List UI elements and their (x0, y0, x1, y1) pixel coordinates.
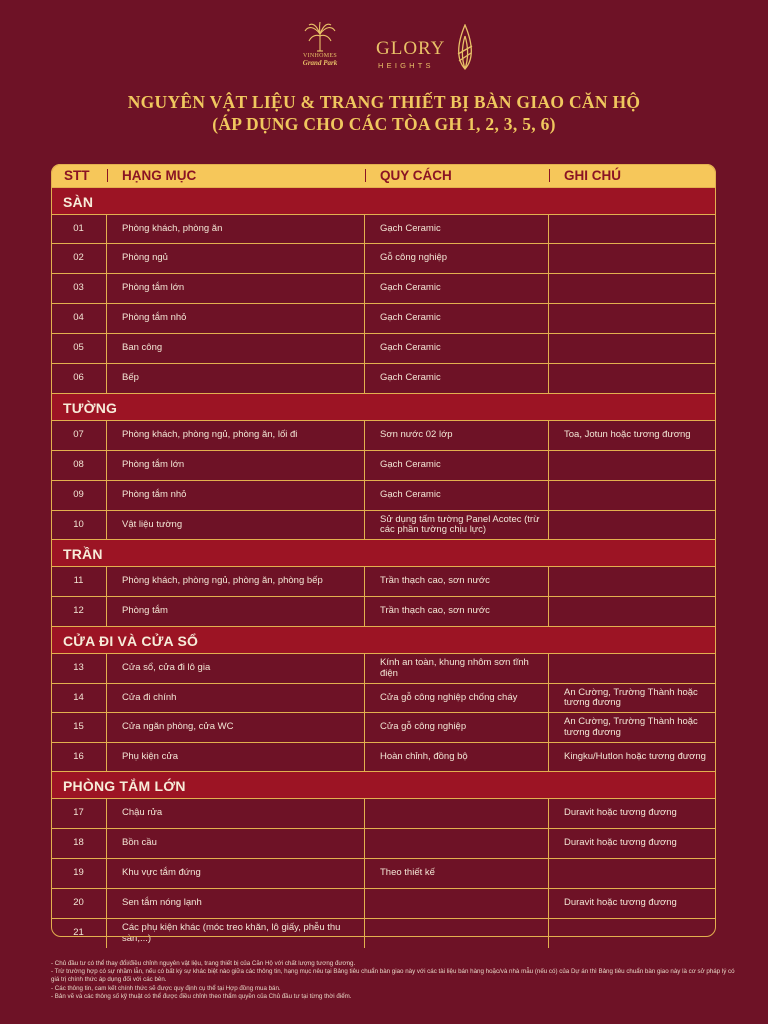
section-header (51, 626, 716, 653)
cell-stt-text: 19 (73, 867, 84, 879)
cell-ghi-chu-text: Toa, Jotun hoặc tương đương (564, 429, 691, 441)
cell-ghi-chu (549, 481, 716, 510)
section-header (51, 187, 716, 214)
cell-stt (51, 451, 107, 480)
cell-stt-text: 17 (73, 807, 84, 819)
table-row (51, 363, 716, 393)
table-row (51, 858, 716, 888)
cell-quy-cach-text: Gạch Ceramic (380, 372, 441, 384)
cell-hang-muc-text: Cửa sổ, cửa đi lô gia (122, 662, 211, 674)
cell-stt-text: 08 (73, 459, 84, 471)
flame-leaf-icon (454, 24, 476, 70)
cell-stt (51, 304, 107, 333)
cell-quy-cach (365, 334, 549, 363)
table-header (51, 164, 716, 187)
cell-stt (51, 684, 107, 712)
cell-hang-muc-text: Ban công (122, 342, 163, 354)
cell-hang-muc (107, 334, 365, 363)
cell-hang-muc (107, 451, 365, 480)
cell-ghi-chu-text: An Cường, Trường Thành hoặc tương đương (564, 716, 698, 738)
footnote-line: - Bản vẽ và các thông số kỹ thuật có thể được điều chỉnh theo thẩm quyền của Chủ đầu tư tại từng thời điểm. (51, 992, 352, 1000)
cell-hang-muc-text: Cửa đi chính (122, 691, 177, 703)
cell-ghi-chu (549, 829, 716, 858)
cell-hang-muc-text: Phụ kiện cửa (122, 750, 179, 762)
column-header-ghi-chu: GHI CHÚ (564, 168, 621, 183)
footnote-line: - Trừ trường hợp có sự nhầm lẫn, nếu có bất kỳ sự khác biệt nào giữa các thông tin, hạng mục nêu tại Bảng tiêu chuẩn bàn giao này với các tài liệu bán hàng hoặc/và nhà mẫu (nếu có) của Dự án thì Bảng tiêu chuẩn bàn giao này là cơ sở pháp lý có giá trị chính thức áp dụng đối với các bên. (51, 968, 735, 984)
cell-hang-muc (107, 654, 365, 683)
grand-park-text: Grand Park (302, 59, 338, 67)
section-header (51, 771, 716, 798)
cell-hang-muc (107, 597, 365, 626)
cell-hang-muc (107, 511, 365, 539)
cell-ghi-chu (549, 743, 716, 771)
cell-hang-muc (107, 889, 365, 918)
cell-stt-text: 10 (73, 518, 84, 530)
cell-stt-text: 20 (73, 897, 84, 909)
cell-hang-muc-text: Khu vực tắm đứng (122, 867, 201, 879)
cell-ghi-chu (549, 859, 716, 888)
table-row (51, 596, 716, 626)
section-title: TRẦN (63, 546, 103, 562)
cell-stt (51, 799, 107, 828)
table-row (51, 918, 716, 948)
cell-hang-muc-text: Phòng khách, phòng ngủ, phòng ăn, phòng bếp (122, 575, 323, 587)
cell-quy-cach (365, 421, 549, 450)
cell-stt-text: 07 (73, 429, 84, 441)
cell-hang-muc (107, 304, 365, 333)
cell-quy-cach (365, 567, 549, 596)
cell-ghi-chu (549, 215, 716, 243)
table-row (51, 480, 716, 510)
cell-ghi-chu-text: An Cường, Trường Thành hoặc tương đương (564, 686, 698, 708)
glory-text: GLORY (376, 38, 446, 59)
table-row (51, 450, 716, 480)
page-title: NGUYÊN VẬT LIỆU & TRANG THIẾT BỊ BÀN GIAO CĂN HỘ (127, 92, 641, 112)
cell-ghi-chu (549, 421, 716, 450)
cell-ghi-chu (549, 511, 716, 539)
cell-quy-cach (365, 654, 549, 683)
cell-ghi-chu (549, 567, 716, 596)
cell-hang-muc-text: Cửa ngăn phòng, cửa WC (122, 721, 234, 733)
cell-quy-cach-text: Trần thạch cao, sơn nước (380, 575, 490, 587)
cell-quy-cach (365, 304, 549, 333)
column-divider (549, 169, 550, 182)
cell-stt-text: 06 (73, 372, 84, 384)
palm-tree-icon (303, 22, 337, 52)
cell-quy-cach (365, 511, 549, 539)
cell-ghi-chu (549, 799, 716, 828)
cell-hang-muc-text: Phòng ngủ (122, 252, 168, 264)
cell-hang-muc-text: Phòng tắm nhỏ (122, 489, 187, 501)
cell-hang-muc-text: Chậu rửa (122, 807, 163, 819)
table-row (51, 653, 716, 683)
cell-hang-muc (107, 829, 365, 858)
section-title: SÀN (63, 194, 94, 210)
cell-quy-cach-text: Gạch Ceramic (380, 459, 441, 471)
table-row (51, 828, 716, 858)
cell-quy-cach-text: Gạch Ceramic (380, 312, 441, 324)
vinhomes-grand-park-logo (290, 22, 350, 67)
column-divider (365, 169, 366, 182)
cell-ghi-chu-text: Duravit hoặc tương đương (564, 807, 677, 819)
cell-quy-cach-text: Cửa gỗ công nghiệp (380, 721, 467, 733)
table-row (51, 333, 716, 363)
cell-hang-muc-text: Phòng tắm nhỏ (122, 312, 187, 324)
cell-stt-text: 11 (73, 575, 84, 587)
cell-ghi-chu (549, 713, 716, 742)
footnote-line: - Các thông tin, cam kết chính thức sẽ được quy định cụ thể tại Hợp đồng mua bán. (51, 984, 281, 992)
column-header-stt: STT (64, 168, 90, 183)
cell-ghi-chu (549, 364, 716, 393)
section-header (51, 393, 716, 420)
table-row (51, 888, 716, 918)
cell-stt-text: 04 (73, 312, 84, 324)
cell-stt (51, 364, 107, 393)
cell-quy-cach-text: Sơn nước 02 lớp (380, 429, 453, 441)
cell-stt (51, 889, 107, 918)
cell-stt (51, 654, 107, 683)
cell-stt-text: 14 (73, 691, 84, 703)
cell-hang-muc (107, 799, 365, 828)
handover-spec-table (51, 164, 716, 948)
cell-hang-muc (107, 481, 365, 510)
cell-hang-muc-text: Các phụ kiện khác (móc treo khăn, lô giấy, phễu thu sàn,...) (122, 922, 341, 944)
cell-quy-cach-text: Gạch Ceramic (380, 282, 441, 294)
cell-ghi-chu (549, 684, 716, 712)
cell-stt-text: 16 (73, 750, 84, 762)
table-row (51, 510, 716, 539)
table-row (51, 683, 716, 712)
cell-ghi-chu (549, 451, 716, 480)
cell-ghi-chu (549, 597, 716, 626)
glory-heights-logo (376, 24, 486, 72)
column-divider (107, 169, 108, 182)
cell-stt (51, 481, 107, 510)
cell-stt (51, 713, 107, 742)
table-row (51, 243, 716, 273)
cell-stt-text: 13 (73, 662, 84, 674)
cell-hang-muc-text: Bồn cầu (122, 837, 157, 849)
cell-quy-cach (365, 713, 549, 742)
page-subtitle: (ÁP DỤNG CHO CÁC TÒA GH 1, 2, 3, 5, 6) (212, 114, 556, 134)
cell-ghi-chu-text: Duravit hoặc tương đương (564, 897, 677, 909)
cell-quy-cach (365, 215, 549, 243)
table-row (51, 214, 716, 243)
cell-quy-cach-text: Kính an toàn, khung nhôm sơn tĩnh điện (380, 657, 529, 679)
cell-quy-cach-text: Theo thiết kế (380, 867, 435, 879)
cell-ghi-chu (549, 654, 716, 683)
cell-ghi-chu-text: Duravit hoặc tương đương (564, 837, 677, 849)
cell-quy-cach (365, 829, 549, 858)
cell-quy-cach (365, 889, 549, 918)
cell-stt-text: 21 (73, 927, 84, 939)
cell-quy-cach (365, 799, 549, 828)
cell-stt-text: 15 (73, 721, 84, 733)
column-header-quy-cach: QUY CÁCH (380, 168, 452, 183)
cell-quy-cach (365, 274, 549, 303)
column-header-hang-muc: HẠNG MỤC (122, 168, 197, 183)
cell-quy-cach (365, 364, 549, 393)
cell-quy-cach-text: Sử dụng tấm tường Panel Acotec (trừ các phần tường chịu lực) (380, 513, 540, 535)
heights-text: HEIGHTS (378, 61, 434, 70)
cell-quy-cach (365, 451, 549, 480)
cell-quy-cach-text: Cửa gỗ công nghiệp chống cháy (380, 691, 518, 703)
table-row (51, 798, 716, 828)
cell-stt (51, 919, 107, 948)
cell-stt-text: 18 (73, 837, 84, 849)
table-row (51, 566, 716, 596)
vinhomes-brand-text: VINHOMES (302, 53, 338, 59)
cell-stt-text: 09 (73, 489, 84, 501)
cell-hang-muc (107, 215, 365, 243)
cell-quy-cach-text: Gạch Ceramic (380, 489, 441, 501)
cell-stt (51, 829, 107, 858)
section-title: TƯỜNG (63, 400, 118, 416)
cell-hang-muc (107, 274, 365, 303)
cell-stt-text: 01 (73, 222, 84, 234)
cell-hang-muc (107, 713, 365, 742)
cell-ghi-chu-text: Kingku/Hutlon hoặc tương đương (564, 750, 706, 762)
cell-hang-muc (107, 684, 365, 712)
cell-stt-text: 02 (73, 252, 84, 264)
table-body (51, 187, 716, 948)
footnotes (51, 960, 741, 1001)
cell-ghi-chu (549, 334, 716, 363)
cell-hang-muc (107, 244, 365, 273)
cell-stt-text: 05 (73, 342, 84, 354)
cell-stt (51, 274, 107, 303)
cell-stt (51, 244, 107, 273)
cell-hang-muc-text: Phòng tắm lớn (122, 282, 185, 294)
cell-ghi-chu (549, 274, 716, 303)
cell-stt (51, 334, 107, 363)
footnote-line: - Chủ đầu tư có thể thay đổi/điều chỉnh nguyên vật liệu, trang thiết bị của Căn Hộ với chất lượng tương đương. (51, 960, 356, 967)
cell-quy-cach-text: Gạch Ceramic (380, 342, 441, 354)
cell-stt (51, 597, 107, 626)
section-header (51, 539, 716, 566)
cell-ghi-chu (549, 244, 716, 273)
page-header (0, 0, 768, 150)
cell-quy-cach-text: Hoàn chỉnh, đồng bộ (380, 750, 468, 762)
cell-hang-muc (107, 364, 365, 393)
cell-stt-text: 03 (73, 282, 84, 294)
cell-hang-muc (107, 919, 365, 948)
cell-stt (51, 511, 107, 539)
section-title: PHÒNG TẮM LỚN (63, 778, 186, 794)
cell-quy-cach-text: Gỗ công nghiệp (380, 252, 448, 264)
cell-quy-cach-text: Gạch Ceramic (380, 222, 441, 234)
cell-quy-cach (365, 859, 549, 888)
cell-quy-cach (365, 919, 549, 948)
cell-hang-muc (107, 743, 365, 771)
cell-hang-muc-text: Phòng tắm lớn (122, 459, 185, 471)
cell-quy-cach (365, 597, 549, 626)
table-row (51, 420, 716, 450)
cell-ghi-chu (549, 889, 716, 918)
cell-stt (51, 859, 107, 888)
cell-hang-muc-text: Phòng khách, phòng ngủ, phòng ăn, lối đi (122, 429, 298, 441)
table-row (51, 712, 716, 742)
table-row (51, 303, 716, 333)
cell-stt-text: 12 (73, 605, 84, 617)
cell-hang-muc (107, 859, 365, 888)
section-title: CỬA ĐI VÀ CỬA SỔ (63, 633, 199, 649)
cell-quy-cach (365, 743, 549, 771)
cell-hang-muc-text: Phòng khách, phòng ăn (122, 222, 223, 234)
cell-quy-cach (365, 684, 549, 712)
cell-ghi-chu (549, 304, 716, 333)
table-row (51, 742, 716, 771)
cell-quy-cach (365, 481, 549, 510)
cell-stt (51, 743, 107, 771)
cell-hang-muc (107, 421, 365, 450)
cell-hang-muc-text: Vật liệu tường (122, 518, 183, 530)
cell-stt (51, 567, 107, 596)
cell-hang-muc (107, 567, 365, 596)
cell-hang-muc-text: Bếp (122, 372, 139, 384)
table-row (51, 273, 716, 303)
cell-hang-muc-text: Phòng tắm (122, 605, 168, 617)
cell-quy-cach-text: Trần thạch cao, sơn nước (380, 605, 490, 617)
cell-quy-cach (365, 244, 549, 273)
cell-stt (51, 215, 107, 243)
cell-ghi-chu (549, 919, 716, 948)
cell-stt (51, 421, 107, 450)
cell-hang-muc-text: Sen tắm nóng lạnh (122, 897, 202, 909)
